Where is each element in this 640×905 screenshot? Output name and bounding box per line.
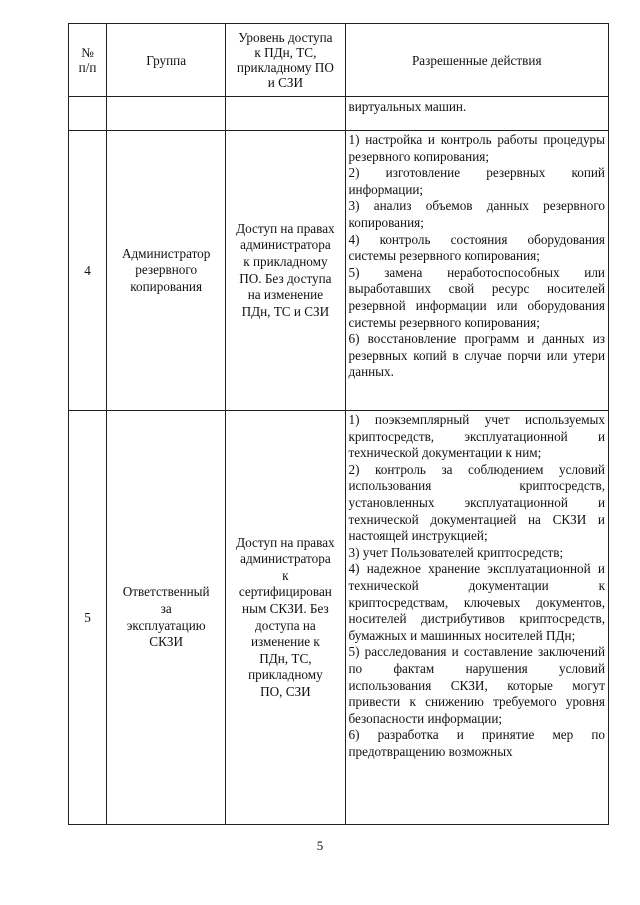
- action-item: 6) разработка и принятие мер по предотвращению возможных: [348, 727, 605, 759]
- actions-cell: [345, 131, 609, 411]
- action-item: 4) контроль состояния оборудования системы резервного копирования;: [348, 231, 605, 264]
- header-group: Группа: [107, 24, 226, 97]
- access-cell: Доступ на правах администратора к сертифицирован ным СКЗИ. Без доступа на изменение к ПДн, ТС, прикладному ПО, СЗИ: [226, 411, 345, 825]
- header-access-level: Уровень доступа к ПДн, ТС, прикладному ПО и СЗИ: [226, 24, 345, 97]
- page-number: 5: [316, 838, 324, 853]
- action-item: 2) изготовление резервных копий информации;: [348, 165, 605, 197]
- continuation-text: виртуальных машин.: [345, 97, 609, 131]
- table-header-row: [69, 24, 609, 97]
- header-number: № п/п: [69, 24, 107, 97]
- access-cell: Доступ на правах администратора к прикладному ПО. Без доступа на изменение ПДн, ТС и СЗИ: [226, 131, 345, 411]
- permissions-table: [68, 23, 609, 825]
- table-row-continuation: [69, 97, 609, 131]
- row-number: 4: [69, 131, 107, 411]
- group-cell: Администратор резервного копирования: [107, 131, 226, 411]
- row-number: 5: [69, 411, 107, 825]
- action-item: 1) настройка и контроль работы процедуры резервного копирования;: [348, 132, 605, 164]
- action-item: 3) учет Пользователей криптосредств;: [348, 544, 564, 560]
- action-item: 5) расследования и составление заключений по фактам нарушения условий использования СКЗИ, которые могут привести к снижению требуемого уровня безопасности информации;: [348, 644, 605, 726]
- table-row: [69, 411, 609, 825]
- action-item: 6) восстановление программ и данных из резервных копий в случае порчи или утери данных.: [348, 331, 605, 380]
- actions-cell: [345, 411, 609, 825]
- table-row: [69, 131, 609, 411]
- header-allowed-actions: Разрешенные действия: [345, 24, 609, 97]
- action-item: 4) надежное хранение эксплуатационной и технической документации к криптосредствам, ключевых документов, носителей дистрибутивов криптосредств, бумажных и машинных носителей ПДн;: [348, 561, 605, 643]
- group-cell: Ответственный за эксплуатацию СКЗИ: [107, 411, 226, 825]
- action-item: 5) замена неработоспособных или выработавших свой ресурс носителей резервной информации или оборудования системы резервного копирования;: [348, 264, 605, 330]
- action-item: 2) контроль за соблюдением условий использования криптосредств, установленных эксплуатационной и технической документацией на СКЗИ и настоящей инструкцией;: [348, 461, 605, 544]
- action-item: 3) анализ объемов данных резервного копирования;: [348, 198, 605, 230]
- action-item: 1) поэкземплярный учет используемых криптосредств, эксплуатационной и технической документации к ним;: [348, 412, 605, 461]
